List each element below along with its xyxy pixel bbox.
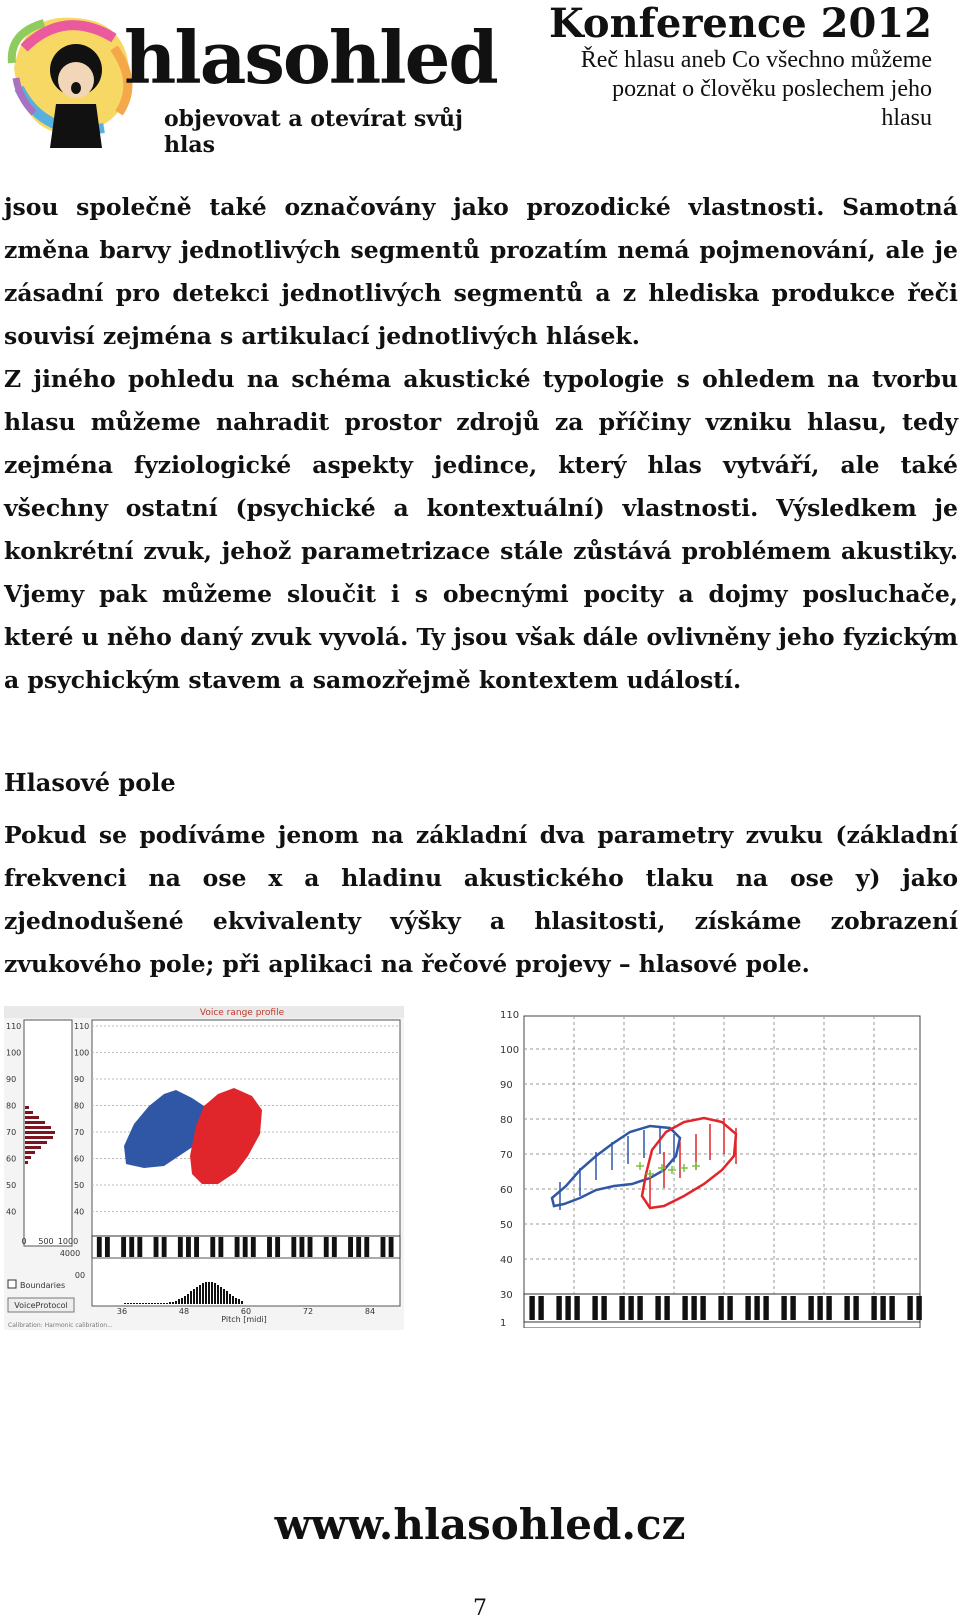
- pitch-histogram-bar: [145, 1303, 147, 1304]
- pitch-histogram-bar: [163, 1303, 165, 1304]
- piano-black-key: [565, 1296, 570, 1320]
- piano-black-key: [529, 1296, 534, 1320]
- piano-black-key: [601, 1296, 606, 1320]
- y-tick-right: 1: [500, 1318, 507, 1328]
- y-tick-left: 50: [6, 1181, 17, 1190]
- piano-black-key: [299, 1237, 304, 1257]
- piano-black-key: [916, 1296, 921, 1320]
- y-tick-left: 80: [6, 1101, 17, 1111]
- conference-subtitle-line-3: hlasu: [881, 105, 932, 131]
- pitch-histogram-bar: [211, 1282, 213, 1304]
- pitch-histogram-bar: [208, 1282, 210, 1304]
- y-tick-right: 110: [500, 1010, 520, 1021]
- piano-black-key: [308, 1237, 313, 1257]
- histogram-bar: [25, 1116, 39, 1119]
- histogram-bar: [25, 1146, 41, 1149]
- piano-black-key: [364, 1237, 369, 1257]
- piano-black-key: [745, 1296, 750, 1320]
- piano-black-key: [592, 1296, 597, 1320]
- pitch-histogram-bar: [241, 1301, 243, 1304]
- piano-black-key: [324, 1237, 329, 1257]
- pitch-histogram-bar: [142, 1303, 144, 1304]
- hist-x-tick-500: 500: [38, 1237, 54, 1246]
- pitch-histogram-bar: [232, 1296, 234, 1304]
- boundaries-checkbox[interactable]: [8, 1280, 16, 1288]
- piano-black-key: [817, 1296, 822, 1320]
- body-text: [4, 186, 958, 702]
- piano-black-key: [907, 1296, 912, 1320]
- piano-black-key: [162, 1237, 167, 1257]
- pitch-histogram-bar: [148, 1303, 150, 1304]
- x-tick: 36: [116, 1307, 128, 1316]
- piano-black-key: [275, 1237, 280, 1257]
- hist-x-tick-0: 0: [21, 1237, 27, 1246]
- page-number: 7: [473, 1596, 487, 1621]
- histogram-bar: [25, 1121, 45, 1124]
- piano-black-key: [178, 1237, 183, 1257]
- piano-black-key: [218, 1237, 223, 1257]
- website-url[interactable]: www.hlasohled.cz: [274, 1500, 686, 1549]
- pitch-histogram-bar: [223, 1289, 225, 1304]
- x-tick: 60: [240, 1307, 252, 1316]
- piano-black-key: [727, 1296, 732, 1320]
- piano-black-key: [194, 1237, 199, 1257]
- piano-black-key: [889, 1296, 894, 1320]
- piano-black-key: [619, 1296, 624, 1320]
- piano-black-key: [574, 1296, 579, 1320]
- voice-range-profile-figure: [4, 1006, 404, 1330]
- histogram-bar: [25, 1111, 33, 1114]
- pitch-histogram-bar: [217, 1285, 219, 1304]
- piano-black-key: [556, 1296, 561, 1320]
- pitch-histogram-bar: [124, 1303, 126, 1304]
- piano-black-key: [121, 1237, 126, 1257]
- pitch-histogram-bar: [184, 1296, 186, 1304]
- piano-black-key: [790, 1296, 795, 1320]
- pitch-histogram-bar: [226, 1291, 228, 1304]
- pitch-histogram-bar: [205, 1282, 207, 1304]
- y-tick-left: 40: [6, 1207, 17, 1217]
- x-tick: 72: [302, 1307, 314, 1316]
- hist-x-tick-1000: 1000: [57, 1237, 79, 1246]
- histogram-bar: [25, 1141, 47, 1144]
- x-tick: 84: [364, 1307, 376, 1316]
- y-tick-left: 100: [6, 1048, 22, 1058]
- piano-black-key: [291, 1237, 296, 1257]
- conference-subtitle-line-1: Řeč hlasu aneb Co všechno můžeme: [580, 47, 932, 73]
- piano-black-key: [853, 1296, 858, 1320]
- histogram-bar: [25, 1131, 55, 1134]
- piano-black-key: [251, 1237, 256, 1257]
- y-tick-right: 70: [500, 1150, 513, 1161]
- y-tick-main: 110: [74, 1022, 90, 1031]
- section-paragraph: Pokud se podíváme jenom na základní dva parametry zvuku (základní frekvenci na ose x a hladinu akustického tlaku na ose y) jako zjednodušené ekvivalenty výšky a hlasitosti, získáme zobrazení zvukového pole; při aplikaci na řečové projevy – hlasové pole.: [4, 821, 958, 978]
- piano-black-key: [628, 1296, 633, 1320]
- voice-field-graphic: [500, 1010, 924, 1328]
- pitch-histogram-bar: [175, 1301, 177, 1304]
- y-tick-main: 80: [74, 1101, 85, 1111]
- piano-black-key: [105, 1237, 110, 1257]
- boundaries-label: Boundaries: [20, 1281, 66, 1290]
- y-tick-main: 50: [74, 1181, 85, 1190]
- pitch-histogram-bar: [220, 1287, 222, 1304]
- piano-black-key: [235, 1237, 240, 1257]
- y-tick-left: 70: [6, 1128, 17, 1137]
- x-tick: 48: [178, 1307, 190, 1316]
- pitch-histogram-bar: [157, 1303, 159, 1304]
- piano-black-key: [781, 1296, 786, 1320]
- pitch-histogram-bar: [127, 1303, 129, 1304]
- conference-title: Konference 2012: [549, 0, 932, 47]
- histogram-bar: [25, 1136, 53, 1139]
- voice-field-figure: [500, 1010, 924, 1328]
- piano-black-key: [754, 1296, 759, 1320]
- piano-black-key: [267, 1237, 272, 1257]
- pitch-histogram-bar: [136, 1303, 138, 1304]
- histogram-bar: [25, 1151, 35, 1154]
- y-tick-right: 80: [500, 1115, 513, 1126]
- y-tick-right: 40: [500, 1255, 513, 1266]
- piano-black-key: [381, 1237, 386, 1257]
- piano-black-key: [682, 1296, 687, 1320]
- logo-tagline: objevovat a otevírat svůj hlas: [164, 106, 464, 158]
- histogram-bar: [25, 1161, 28, 1164]
- pitch-histogram-bar: [181, 1298, 183, 1304]
- y-tick-left: 110: [6, 1022, 22, 1031]
- piano-black-key: [356, 1237, 361, 1257]
- pitch-histogram-bar: [139, 1303, 141, 1304]
- piano-black-key: [655, 1296, 660, 1320]
- pitch-histogram-bar: [160, 1303, 162, 1304]
- conference-header: [472, 2, 932, 133]
- pitch-histogram-bar: [151, 1303, 153, 1304]
- pitch-histogram-bar: [166, 1303, 168, 1304]
- histogram-bar: [25, 1106, 29, 1109]
- pitch-histogram-bar: [235, 1298, 237, 1304]
- y-tick-right: 90: [500, 1080, 513, 1091]
- piano-black-key: [718, 1296, 723, 1320]
- pitch-histogram-bar: [229, 1294, 231, 1304]
- piano-black-key: [243, 1237, 248, 1257]
- pitch-histogram-bar: [187, 1294, 189, 1304]
- piano-black-key: [210, 1237, 215, 1257]
- pitch-histogram-bar: [199, 1285, 201, 1304]
- y-tick-right: 30: [500, 1290, 513, 1301]
- piano-black-key: [389, 1237, 394, 1257]
- hist-y-label: 4000: [59, 1249, 81, 1258]
- piano-black-key: [154, 1237, 159, 1257]
- figure-left-title: Voice range profile: [199, 1008, 285, 1018]
- y-tick-main: 90: [74, 1075, 85, 1084]
- piano-black-key: [808, 1296, 813, 1320]
- voiceprotocol-label: VoiceProtocol: [14, 1301, 68, 1310]
- histogram-bar: [25, 1126, 51, 1129]
- hlasohled-logo: [4, 8, 497, 158]
- pitch-histogram-bar: [133, 1303, 135, 1304]
- pitch-histogram-bar: [169, 1302, 171, 1304]
- pitch-histogram-bar: [190, 1291, 192, 1304]
- voice-range-profile-graphic: [4, 1006, 404, 1330]
- hist-y2-label: 00: [74, 1271, 86, 1280]
- y-tick-right: 100: [500, 1045, 520, 1056]
- piano-black-key: [137, 1237, 142, 1257]
- piano-black-key: [664, 1296, 669, 1320]
- piano-black-key: [691, 1296, 696, 1320]
- y-tick-main: 60: [74, 1154, 85, 1164]
- y-tick-main: 100: [74, 1048, 90, 1058]
- x-axis-label: Pitch [midi]: [221, 1315, 267, 1324]
- section-heading: Hlasové pole: [4, 768, 176, 797]
- pitch-histogram-bar: [193, 1289, 195, 1304]
- piano-black-key: [97, 1237, 102, 1257]
- conference-subtitle-line-2: poznat o člověku poslechem jeho: [612, 76, 932, 102]
- y-tick-left: 60: [6, 1154, 17, 1164]
- histogram-bar: [25, 1156, 31, 1159]
- piano-black-key: [700, 1296, 705, 1320]
- y-tick-right: 60: [500, 1185, 513, 1196]
- piano-black-key: [332, 1237, 337, 1257]
- pitch-histogram-bar: [178, 1299, 180, 1304]
- piano-black-key: [844, 1296, 849, 1320]
- pitch-histogram-bar: [196, 1287, 198, 1304]
- piano-black-key: [538, 1296, 543, 1320]
- paragraph-2: Z jiného pohledu na schéma akustické typologie s ohledem na tvorbu hlasu můžeme nahradit prostor zdrojů za příčiny vzniku hlasu, tedy zejména fyziologické aspekty jedince, který hlas vytváří, ale také všechny ostatní (psychické a kontextuální) vlastnosti. Výsledkem je konkrétní zvuk, jehož parametrizace stále zůstává problémem akustiky. Vjemy pak můžeme sloučit i s obecnými pocity a dojmy posluchače, které u něho daný zvuk vyvolá. Ty jsou však dále ovlivněny jeho fyzickým a psychickým stavem a samozřejmě kontextem událostí.: [4, 365, 958, 694]
- y-tick-main: 40: [74, 1207, 85, 1217]
- piano-black-key: [871, 1296, 876, 1320]
- piano-black-key: [348, 1237, 353, 1257]
- piano-black-key: [186, 1237, 191, 1257]
- y-tick-main: 70: [74, 1128, 85, 1137]
- pitch-histogram-bar: [202, 1283, 204, 1304]
- pitch-histogram-bar: [130, 1303, 132, 1304]
- logo-wordmark: hlasohled: [124, 15, 497, 100]
- pitch-histogram-bar: [154, 1303, 156, 1304]
- y-tick-right: 50: [500, 1220, 513, 1231]
- piano-black-key: [763, 1296, 768, 1320]
- piano-black-key: [637, 1296, 642, 1320]
- paragraph-1: jsou společně také označovány jako prozodické vlastnosti. Samotná změna barvy jednotlivých segmentů prozatím nemá pojmenování, ale je zásadní pro detekci jednotlivých segmentů a z hlediska produkce řeči souvisí zejména s artikulací jednotlivých hlásek.: [4, 193, 958, 350]
- pitch-histogram-bar: [172, 1302, 174, 1304]
- pitch-histogram-bar: [214, 1283, 216, 1304]
- piano-black-key: [129, 1237, 134, 1257]
- piano-black-key: [826, 1296, 831, 1320]
- pitch-histogram-bar: [238, 1299, 240, 1304]
- y-tick-left: 90: [6, 1075, 17, 1084]
- figure-left-footer: Calibration: Harmonic calibration...: [8, 1322, 113, 1329]
- piano-black-key: [880, 1296, 885, 1320]
